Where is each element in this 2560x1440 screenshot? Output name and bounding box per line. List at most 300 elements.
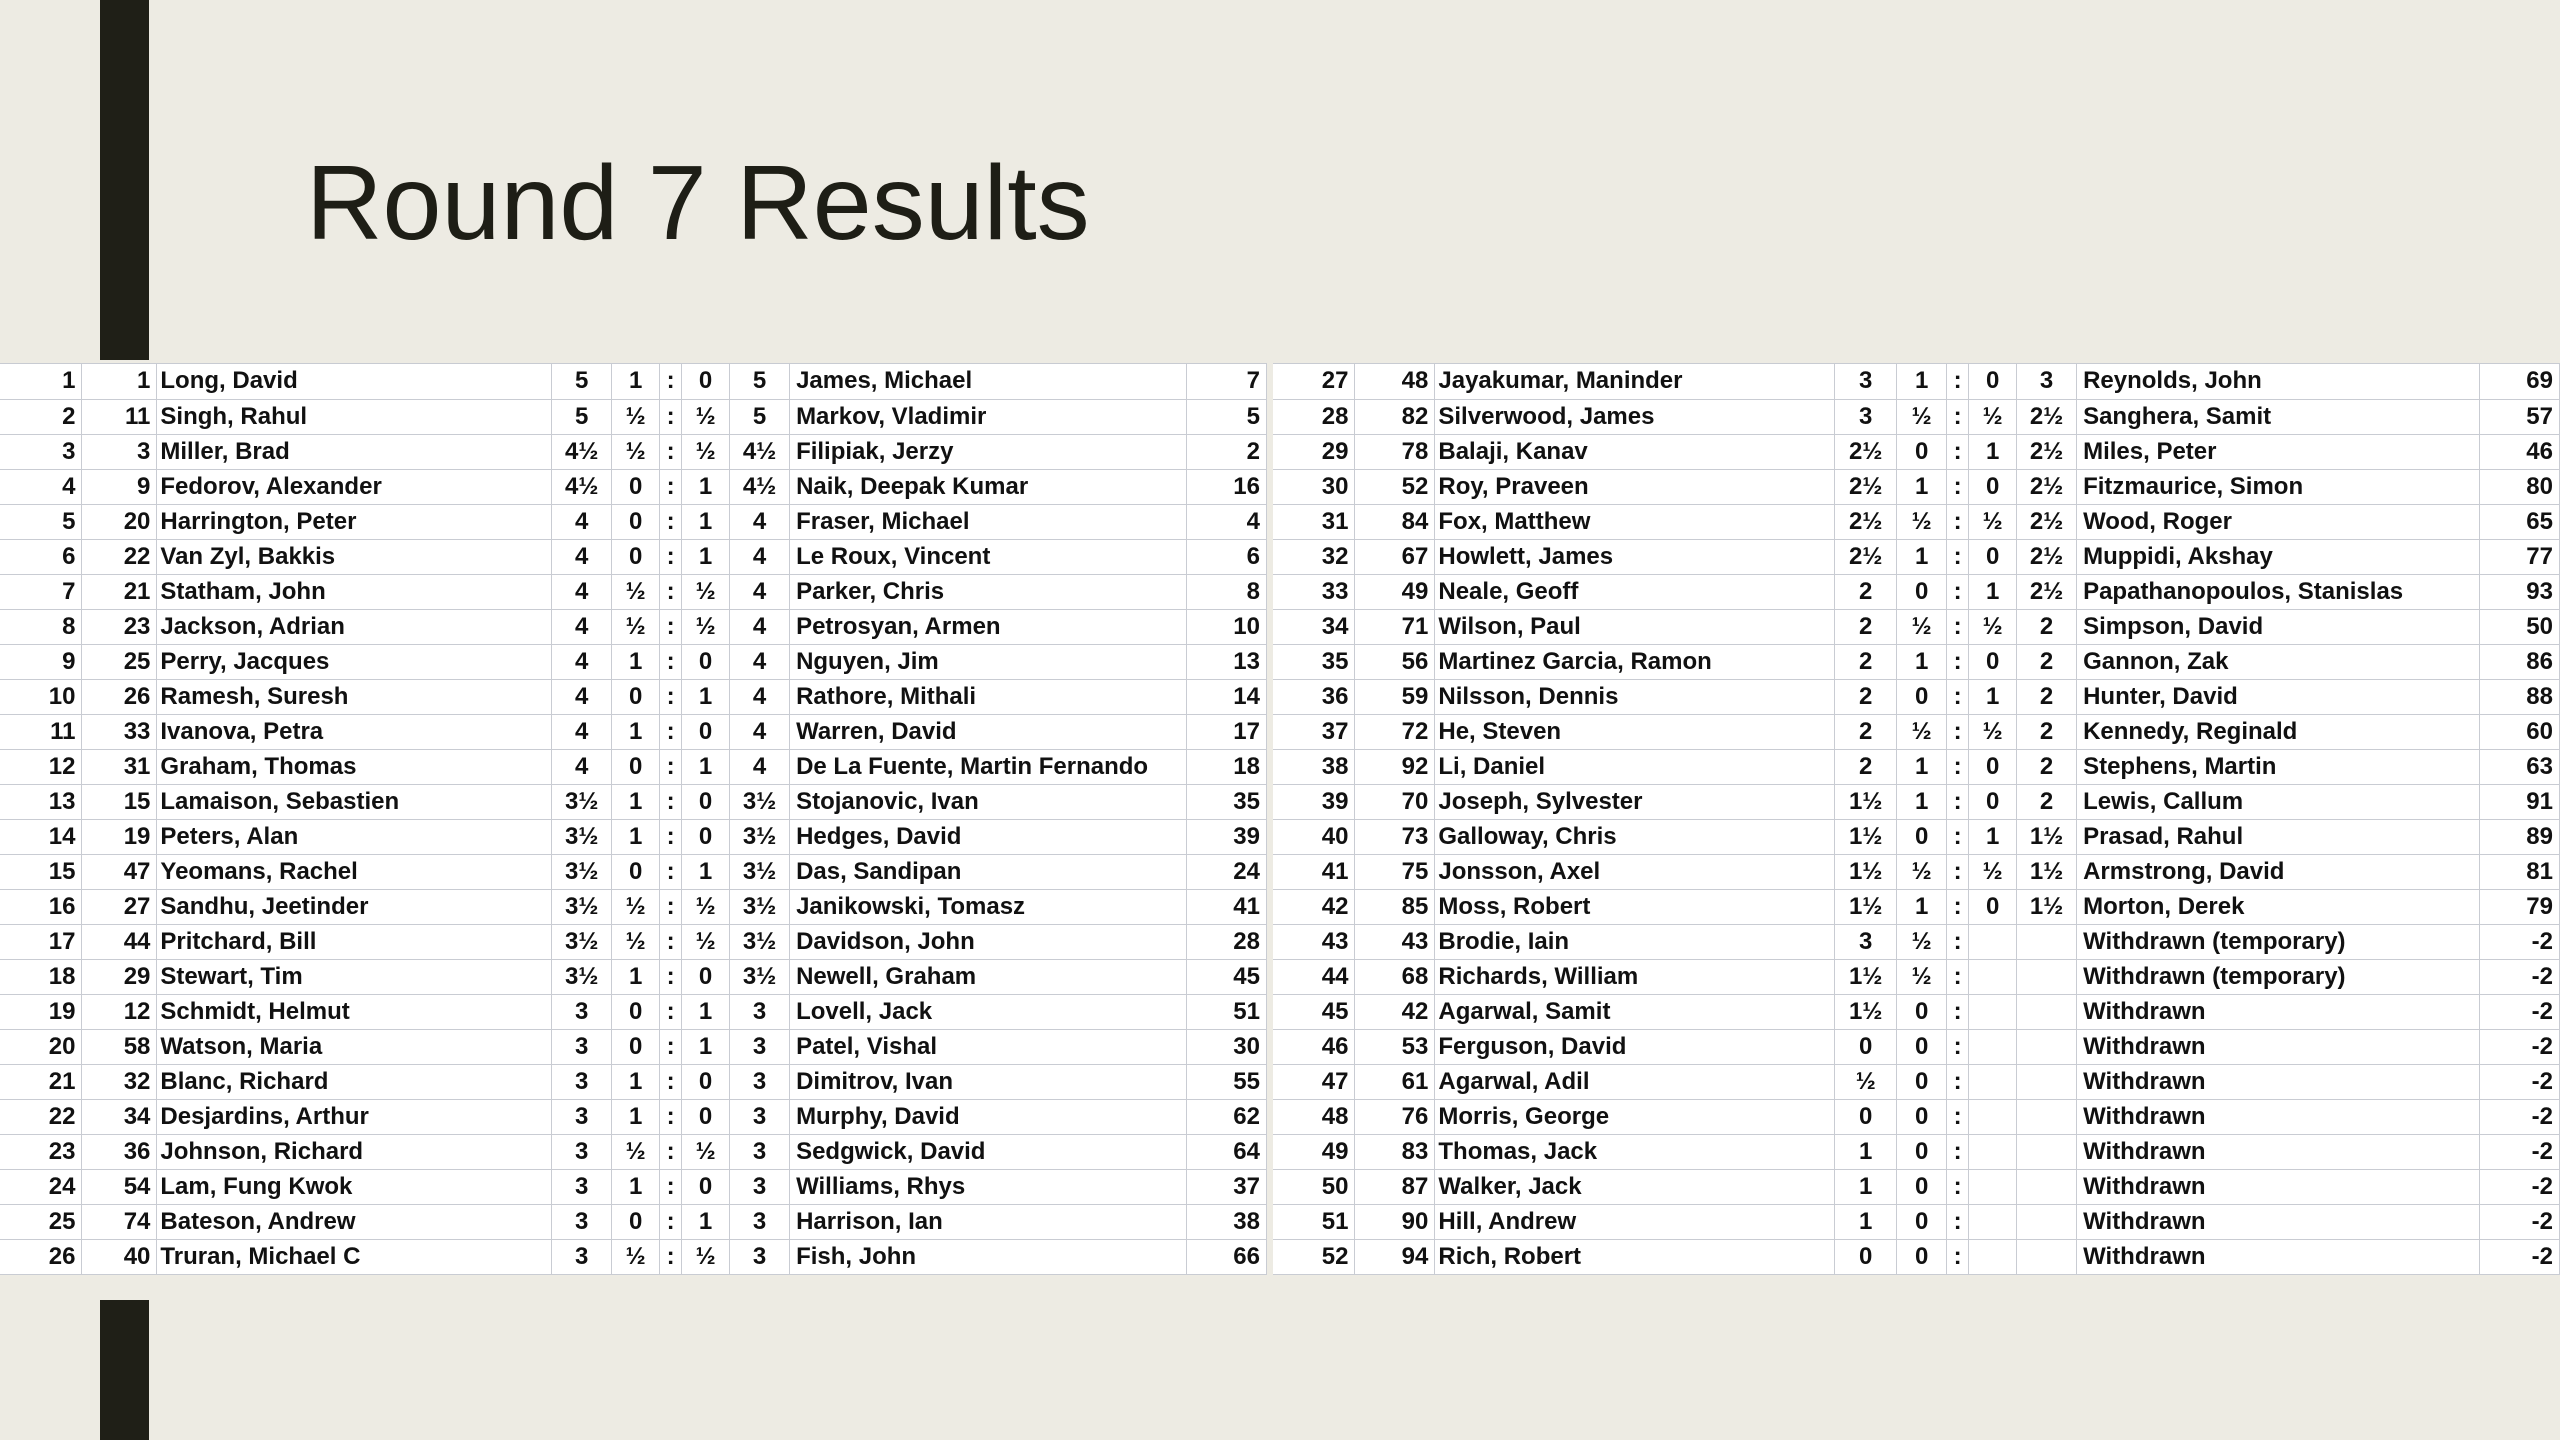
board-number: 5 — [0, 504, 82, 539]
black-player-name: Harrison, Ian — [790, 1204, 1187, 1239]
black-player-name: Filipiak, Jerzy — [790, 434, 1187, 469]
black-score — [2017, 994, 2077, 1029]
black-score — [2017, 1134, 2077, 1169]
white-result: ½ — [1897, 959, 1947, 994]
result-separator: : — [1947, 959, 1969, 994]
black-player-name: Morton, Derek — [2077, 889, 2480, 924]
black-rank: 64 — [1187, 1134, 1267, 1169]
table-row — [0, 819, 1267, 854]
black-rank: 18 — [1187, 749, 1267, 784]
black-player-name: Sanghera, Samit — [2077, 399, 2480, 434]
result-separator: : — [660, 539, 682, 574]
accent-bar-top — [100, 0, 149, 360]
white-score: 2½ — [1835, 539, 1897, 574]
white-result: ½ — [1897, 854, 1947, 889]
result-separator: : — [660, 469, 682, 504]
white-rank: 36 — [82, 1134, 157, 1169]
white-player-name: Long, David — [157, 364, 552, 399]
table-row — [1273, 574, 2560, 609]
results-table-right — [1273, 364, 2560, 1275]
white-score: 3 — [552, 1169, 612, 1204]
white-player-name: Ramesh, Suresh — [157, 679, 552, 714]
black-result: 0 — [1969, 889, 2017, 924]
black-rank: 46 — [2479, 434, 2559, 469]
white-rank: 73 — [1355, 819, 1435, 854]
white-player-name: Pritchard, Bill — [157, 924, 552, 959]
white-player-name: Watson, Maria — [157, 1029, 552, 1064]
black-player-name: Patel, Vishal — [790, 1029, 1187, 1064]
table-row — [1273, 609, 2560, 644]
black-player-name: Das, Sandipan — [790, 854, 1187, 889]
table-row — [0, 609, 1267, 644]
white-result: ½ — [612, 1239, 660, 1274]
white-result: 0 — [612, 539, 660, 574]
board-number: 45 — [1273, 994, 1355, 1029]
black-result — [1969, 1169, 2017, 1204]
black-score: 4 — [730, 714, 790, 749]
white-result: ½ — [1897, 399, 1947, 434]
white-score: 3 — [552, 1239, 612, 1274]
white-rank: 27 — [82, 889, 157, 924]
white-score: 4 — [552, 714, 612, 749]
board-number: 11 — [0, 714, 82, 749]
black-rank: 89 — [2479, 819, 2559, 854]
black-result: 0 — [682, 364, 730, 399]
table-row — [0, 434, 1267, 469]
table-row — [1273, 679, 2560, 714]
board-number: 32 — [1273, 539, 1355, 574]
white-score: 2 — [1835, 609, 1897, 644]
white-score: 3 — [1835, 399, 1897, 434]
board-number: 30 — [1273, 469, 1355, 504]
white-result: 0 — [612, 1204, 660, 1239]
table-row — [0, 1029, 1267, 1064]
white-result: ½ — [612, 1134, 660, 1169]
black-score: 2 — [2017, 784, 2077, 819]
table-row — [0, 1204, 1267, 1239]
black-score: 2½ — [2017, 434, 2077, 469]
table-row — [0, 994, 1267, 1029]
black-result: 1 — [682, 749, 730, 784]
white-result: 0 — [1897, 1169, 1947, 1204]
white-player-name: Graham, Thomas — [157, 749, 552, 784]
white-score: 4½ — [552, 434, 612, 469]
table-row — [0, 1099, 1267, 1134]
black-player-name: Janikowski, Tomasz — [790, 889, 1187, 924]
table-row — [1273, 959, 2560, 994]
result-separator: : — [1947, 1064, 1969, 1099]
white-result: 0 — [1897, 994, 1947, 1029]
white-player-name: Jackson, Adrian — [157, 609, 552, 644]
white-rank: 72 — [1355, 714, 1435, 749]
black-result — [1969, 1204, 2017, 1239]
white-player-name: Sandhu, Jeetinder — [157, 889, 552, 924]
black-player-name: Petrosyan, Armen — [790, 609, 1187, 644]
black-player-name: Withdrawn — [2077, 1064, 2480, 1099]
white-result: 0 — [612, 1029, 660, 1064]
board-number: 10 — [0, 679, 82, 714]
result-separator: : — [660, 399, 682, 434]
black-player-name: Gannon, Zak — [2077, 644, 2480, 679]
black-result: 0 — [682, 1099, 730, 1134]
white-score: 3½ — [552, 924, 612, 959]
white-rank: 59 — [1355, 679, 1435, 714]
table-row — [0, 504, 1267, 539]
white-rank: 53 — [1355, 1029, 1435, 1064]
table-row — [1273, 889, 2560, 924]
board-number: 17 — [0, 924, 82, 959]
black-rank: -2 — [2479, 959, 2559, 994]
white-player-name: Desjardins, Arthur — [157, 1099, 552, 1134]
black-rank: -2 — [2479, 1099, 2559, 1134]
board-number: 27 — [1273, 364, 1355, 399]
white-score: 3 — [552, 994, 612, 1029]
table-row — [0, 889, 1267, 924]
white-rank: 20 — [82, 504, 157, 539]
black-score: 3 — [730, 1099, 790, 1134]
black-rank: 66 — [1187, 1239, 1267, 1274]
result-separator: : — [1947, 889, 1969, 924]
black-player-name: James, Michael — [790, 364, 1187, 399]
black-player-name: Muppidi, Akshay — [2077, 539, 2480, 574]
table-row — [1273, 1204, 2560, 1239]
white-score: 4 — [552, 574, 612, 609]
black-rank: 5 — [1187, 399, 1267, 434]
white-rank: 68 — [1355, 959, 1435, 994]
white-score: 2 — [1835, 574, 1897, 609]
white-rank: 42 — [1355, 994, 1435, 1029]
white-player-name: Ferguson, David — [1435, 1029, 1835, 1064]
black-result: ½ — [1969, 854, 2017, 889]
board-number: 4 — [0, 469, 82, 504]
white-score: 3 — [1835, 364, 1897, 399]
black-score: 3½ — [730, 784, 790, 819]
white-rank: 92 — [1355, 749, 1435, 784]
black-result — [1969, 959, 2017, 994]
white-score: 4½ — [552, 469, 612, 504]
white-player-name: Fedorov, Alexander — [157, 469, 552, 504]
white-result: 1 — [612, 364, 660, 399]
black-player-name: Withdrawn — [2077, 1029, 2480, 1064]
table-row — [0, 399, 1267, 434]
black-score: 3 — [2017, 364, 2077, 399]
white-rank: 32 — [82, 1064, 157, 1099]
board-number: 50 — [1273, 1169, 1355, 1204]
white-player-name: Silverwood, James — [1435, 399, 1835, 434]
black-player-name: Le Roux, Vincent — [790, 539, 1187, 574]
board-number: 16 — [0, 889, 82, 924]
black-player-name: Withdrawn (temporary) — [2077, 959, 2480, 994]
table-row — [1273, 399, 2560, 434]
white-result: 1 — [1897, 784, 1947, 819]
black-rank: -2 — [2479, 924, 2559, 959]
board-number: 37 — [1273, 714, 1355, 749]
black-result: ½ — [682, 889, 730, 924]
black-score: 2 — [2017, 644, 2077, 679]
black-player-name: Fitzmaurice, Simon — [2077, 469, 2480, 504]
table-row — [0, 714, 1267, 749]
result-separator: : — [1947, 1134, 1969, 1169]
black-player-name: Markov, Vladimir — [790, 399, 1187, 434]
board-number: 39 — [1273, 784, 1355, 819]
white-result: 1 — [612, 819, 660, 854]
white-rank: 70 — [1355, 784, 1435, 819]
white-rank: 9 — [82, 469, 157, 504]
result-separator: : — [1947, 819, 1969, 854]
white-result: 1 — [612, 1064, 660, 1099]
board-number: 48 — [1273, 1099, 1355, 1134]
white-rank: 67 — [1355, 539, 1435, 574]
black-result: ½ — [682, 574, 730, 609]
black-score: 3½ — [730, 889, 790, 924]
white-player-name: Neale, Geoff — [1435, 574, 1835, 609]
result-separator: : — [1947, 1029, 1969, 1064]
white-score: 1½ — [1835, 889, 1897, 924]
result-separator: : — [1947, 784, 1969, 819]
table-row — [0, 644, 1267, 679]
board-number: 21 — [0, 1064, 82, 1099]
white-player-name: Schmidt, Helmut — [157, 994, 552, 1029]
result-separator: : — [660, 364, 682, 399]
black-player-name: Warren, David — [790, 714, 1187, 749]
black-result — [1969, 924, 2017, 959]
white-rank: 29 — [82, 959, 157, 994]
black-score: 3 — [730, 1239, 790, 1274]
black-rank: 4 — [1187, 504, 1267, 539]
black-player-name: Lovell, Jack — [790, 994, 1187, 1029]
white-player-name: Fox, Matthew — [1435, 504, 1835, 539]
table-row — [1273, 644, 2560, 679]
white-result: 0 — [1897, 819, 1947, 854]
white-rank: 12 — [82, 994, 157, 1029]
black-result: 1 — [682, 854, 730, 889]
black-rank: 69 — [2479, 364, 2559, 399]
white-player-name: Bateson, Andrew — [157, 1204, 552, 1239]
board-number: 20 — [0, 1029, 82, 1064]
table-row — [1273, 539, 2560, 574]
white-player-name: Thomas, Jack — [1435, 1134, 1835, 1169]
table-row — [0, 364, 1267, 399]
result-separator: : — [1947, 574, 1969, 609]
white-result: 0 — [612, 854, 660, 889]
table-row — [1273, 434, 2560, 469]
black-score: 3½ — [730, 854, 790, 889]
white-rank: 25 — [82, 644, 157, 679]
black-score: 1½ — [2017, 854, 2077, 889]
white-score: 5 — [552, 364, 612, 399]
black-rank: 77 — [2479, 539, 2559, 574]
white-player-name: Galloway, Chris — [1435, 819, 1835, 854]
result-separator: : — [1947, 1239, 1969, 1274]
result-separator: : — [1947, 1169, 1969, 1204]
board-number: 44 — [1273, 959, 1355, 994]
table-row — [1273, 994, 2560, 1029]
white-result: 1 — [612, 644, 660, 679]
black-player-name: Stephens, Martin — [2077, 749, 2480, 784]
result-separator: : — [1947, 644, 1969, 679]
table-row — [0, 1064, 1267, 1099]
result-separator: : — [660, 819, 682, 854]
black-player-name: Kennedy, Reginald — [2077, 714, 2480, 749]
white-result: ½ — [1897, 609, 1947, 644]
white-score: 1½ — [1835, 959, 1897, 994]
result-separator: : — [1947, 364, 1969, 399]
board-number: 13 — [0, 784, 82, 819]
white-score: 2 — [1835, 644, 1897, 679]
white-score: 0 — [1835, 1099, 1897, 1134]
table-row — [1273, 854, 2560, 889]
white-result: 1 — [612, 784, 660, 819]
board-number: 49 — [1273, 1134, 1355, 1169]
table-row — [1273, 749, 2560, 784]
result-separator: : — [1947, 469, 1969, 504]
black-score: 2 — [2017, 749, 2077, 784]
white-player-name: Moss, Robert — [1435, 889, 1835, 924]
white-result: 0 — [1897, 434, 1947, 469]
board-number: 36 — [1273, 679, 1355, 714]
black-result: ½ — [1969, 609, 2017, 644]
white-result: 1 — [1897, 469, 1947, 504]
black-rank: 24 — [1187, 854, 1267, 889]
black-score — [2017, 1064, 2077, 1099]
board-number: 12 — [0, 749, 82, 784]
black-result: 1 — [1969, 574, 2017, 609]
black-rank: 17 — [1187, 714, 1267, 749]
black-score: 5 — [730, 399, 790, 434]
white-rank: 49 — [1355, 574, 1435, 609]
black-rank: 88 — [2479, 679, 2559, 714]
black-score — [2017, 959, 2077, 994]
black-score: 3½ — [730, 959, 790, 994]
table-row — [1273, 504, 2560, 539]
white-result: 0 — [1897, 574, 1947, 609]
black-result: 0 — [1969, 364, 2017, 399]
white-result: 1 — [1897, 889, 1947, 924]
results-table-right-panel — [1273, 363, 2560, 1275]
black-result: 0 — [682, 819, 730, 854]
white-rank: 26 — [82, 679, 157, 714]
white-score: 0 — [1835, 1239, 1897, 1274]
black-rank: 63 — [2479, 749, 2559, 784]
black-rank: 28 — [1187, 924, 1267, 959]
white-rank: 47 — [82, 854, 157, 889]
white-result: 0 — [1897, 1029, 1947, 1064]
black-player-name: Simpson, David — [2077, 609, 2480, 644]
board-number: 24 — [0, 1169, 82, 1204]
white-score: 3 — [1835, 924, 1897, 959]
black-player-name: Fish, John — [790, 1239, 1187, 1274]
white-rank: 15 — [82, 784, 157, 819]
table-row — [1273, 364, 2560, 399]
white-result: 0 — [1897, 1064, 1947, 1099]
black-rank: 62 — [1187, 1099, 1267, 1134]
black-rank: 6 — [1187, 539, 1267, 574]
black-player-name: Wood, Roger — [2077, 504, 2480, 539]
white-player-name: Li, Daniel — [1435, 749, 1835, 784]
result-separator: : — [1947, 1204, 1969, 1239]
black-rank: 37 — [1187, 1169, 1267, 1204]
black-result: ½ — [682, 1239, 730, 1274]
black-rank: -2 — [2479, 1204, 2559, 1239]
black-rank: -2 — [2479, 1029, 2559, 1064]
black-rank: -2 — [2479, 1134, 2559, 1169]
table-row — [0, 679, 1267, 714]
black-rank: 80 — [2479, 469, 2559, 504]
black-rank: 13 — [1187, 644, 1267, 679]
white-player-name: Wilson, Paul — [1435, 609, 1835, 644]
table-row — [0, 469, 1267, 504]
black-score: 3 — [730, 1204, 790, 1239]
white-player-name: Nilsson, Dennis — [1435, 679, 1835, 714]
black-rank: 8 — [1187, 574, 1267, 609]
black-result: ½ — [1969, 504, 2017, 539]
white-score: 1½ — [1835, 994, 1897, 1029]
result-separator: : — [1947, 504, 1969, 539]
result-separator: : — [1947, 924, 1969, 959]
board-number: 25 — [0, 1204, 82, 1239]
black-result — [1969, 1064, 2017, 1099]
white-player-name: Perry, Jacques — [157, 644, 552, 679]
white-player-name: Peters, Alan — [157, 819, 552, 854]
result-separator: : — [660, 504, 682, 539]
white-result: 1 — [1897, 539, 1947, 574]
table-row — [1273, 1239, 2560, 1274]
white-score: 1½ — [1835, 819, 1897, 854]
black-result: 0 — [682, 1169, 730, 1204]
black-result: 1 — [682, 1029, 730, 1064]
result-separator: : — [1947, 749, 1969, 784]
white-rank: 78 — [1355, 434, 1435, 469]
black-score — [2017, 1029, 2077, 1064]
black-player-name: Davidson, John — [790, 924, 1187, 959]
white-result: 0 — [1897, 1099, 1947, 1134]
board-number: 3 — [0, 434, 82, 469]
black-score: 2½ — [2017, 574, 2077, 609]
black-rank: 55 — [1187, 1064, 1267, 1099]
white-player-name: Joseph, Sylvester — [1435, 784, 1835, 819]
white-rank: 31 — [82, 749, 157, 784]
black-rank: 7 — [1187, 364, 1267, 399]
black-result: ½ — [682, 924, 730, 959]
white-score: 3½ — [552, 784, 612, 819]
black-rank: 65 — [2479, 504, 2559, 539]
black-score: 3 — [730, 1169, 790, 1204]
black-player-name: De La Fuente, Martin Fernando — [790, 749, 1187, 784]
white-result: 1 — [612, 1169, 660, 1204]
white-rank: 76 — [1355, 1099, 1435, 1134]
black-score: 3½ — [730, 924, 790, 959]
white-player-name: Martinez Garcia, Ramon — [1435, 644, 1835, 679]
board-number: 41 — [1273, 854, 1355, 889]
white-result: 0 — [1897, 679, 1947, 714]
board-number: 7 — [0, 574, 82, 609]
board-number: 52 — [1273, 1239, 1355, 1274]
white-rank: 3 — [82, 434, 157, 469]
black-score: 4 — [730, 644, 790, 679]
result-separator: : — [660, 784, 682, 819]
black-rank: 10 — [1187, 609, 1267, 644]
white-player-name: Jonsson, Axel — [1435, 854, 1835, 889]
white-rank: 34 — [82, 1099, 157, 1134]
black-result: ½ — [682, 609, 730, 644]
black-result: 1 — [682, 469, 730, 504]
table-row — [1273, 714, 2560, 749]
table-row — [0, 1239, 1267, 1274]
white-score: 2 — [1835, 714, 1897, 749]
white-result: 1 — [1897, 644, 1947, 679]
black-player-name: Withdrawn — [2077, 1239, 2480, 1274]
board-number: 38 — [1273, 749, 1355, 784]
